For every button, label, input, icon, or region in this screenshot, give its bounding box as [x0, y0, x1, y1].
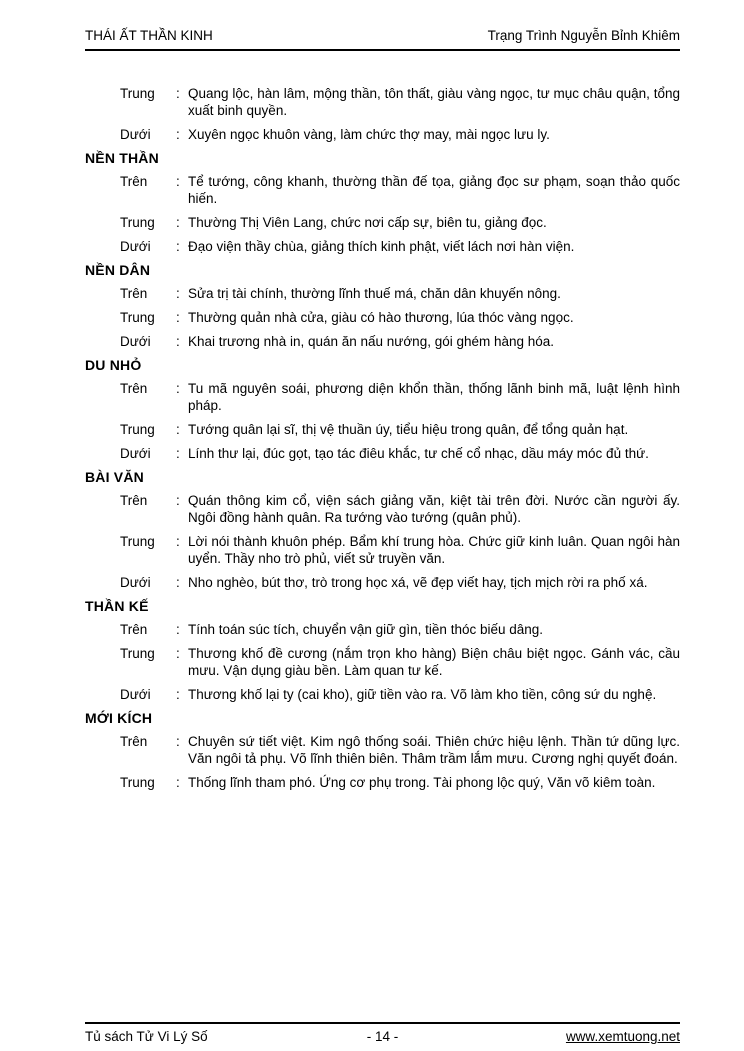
- page-footer: [85, 1022, 680, 1045]
- entry-label: Trung: [120, 646, 155, 661]
- entry-label: Dưới: [120, 334, 151, 349]
- entry-text: Thương khố lại ty (cai kho), giữ tiền vào ra. Võ làm kho tiền, công sứ du nghệ.: [188, 687, 657, 702]
- entry-colon: :: [176, 646, 180, 661]
- entry-row: [120, 574, 680, 591]
- entry-row: [120, 686, 680, 703]
- entry-row: [120, 533, 680, 567]
- entry-row: [120, 309, 680, 326]
- entry-text: Quang lộc, hàn lâm, mộng thần, tôn thất, giàu vàng ngọc, tư mục châu quận, tổng xuất binh quyền.: [188, 86, 680, 118]
- page-header: [85, 0, 680, 51]
- entry-text: Chuyên sứ tiết việt. Kim ngô thống soái. Thiên chức hiệu lệnh. Thần tứ dũng lực. Văn ngôi tả phụ. Võ lĩnh thiên biên. Thâm trầm lắm mưu. Cương nghị quyết đoán.: [188, 734, 680, 766]
- entry-row: [120, 126, 680, 143]
- entry-text: Lính thư lại, đúc gọt, tạo tác điêu khắc, tư chế cổ nhạc, dầu máy móc đủ thứ.: [188, 446, 649, 461]
- entry-colon: :: [176, 687, 180, 702]
- entry-text: Xuyên ngọc khuôn vàng, làm chức thợ may, mài ngọc lưu ly.: [188, 127, 550, 142]
- entry-row: [120, 214, 680, 231]
- entry-label: Trung: [120, 86, 155, 101]
- author-name: Trạng Trình Nguyễn Bỉnh Khiêm: [487, 28, 680, 43]
- entry-label: Trên: [120, 174, 148, 189]
- entry-text: Thống lĩnh tham phó. Ứng cơ phụ trong. Tài phong lộc quý, Văn võ kiêm toàn.: [188, 775, 656, 790]
- entry-colon: :: [176, 446, 180, 461]
- entry-text: Thương khố đề cương (nắm trọn kho hàng) Biện châu biệt ngọc. Gánh vác, cầu mưu. Vận dụng giàu bền. Làm quan tư kế.: [188, 646, 680, 678]
- entry-text: Thường quản nhà cửa, giàu có hào thương, lúa thóc vàng ngọc.: [188, 310, 574, 325]
- entry-label: Trên: [120, 381, 148, 396]
- entry-colon: :: [176, 310, 180, 325]
- entry-text: Thường Thị Viên Lang, chức nơi cấp sự, biên tu, giảng đọc.: [188, 215, 547, 230]
- entry-label: Dưới: [120, 687, 151, 702]
- entry-row: [120, 774, 680, 791]
- entry-label: Trung: [120, 310, 155, 325]
- entry-colon: :: [176, 622, 180, 637]
- entry-text: Nho nghèo, bút thơ, trò trong học xá, vẽ đẹp viết hay, tịch mịch rời ra phố xá.: [188, 575, 648, 590]
- entry-row: [120, 621, 680, 638]
- website-link[interactable]: www.xemtuong.net: [565, 1029, 680, 1044]
- entry-row: [120, 492, 680, 526]
- entry-row: [120, 645, 680, 679]
- entry-row: [120, 733, 680, 767]
- entry-text: Tu mã nguyên soái, phương diện khổn thần, thống lãnh binh mã, luật lệnh hình pháp.: [188, 381, 680, 413]
- entry-row: [120, 333, 680, 350]
- page-body: [0, 51, 744, 791]
- entry-text: Tính toán súc tích, chuyển vận giữ gìn, tiền thóc biếu dâng.: [188, 622, 544, 637]
- entry-colon: :: [176, 86, 180, 101]
- entry-colon: :: [176, 127, 180, 142]
- entry-label: Trung: [120, 422, 155, 437]
- section-heading: DU NHỎ: [85, 357, 142, 373]
- entry-text: Khai trương nhà in, quán ăn nấu nướng, gói ghém hàng hóa.: [188, 334, 555, 349]
- entry-colon: :: [176, 734, 180, 749]
- entry-text: Quán thông kim cổ, viện sách giảng văn, kiệt tài trên đời. Nước cần người ấy. Ngôi đồng hành quân. Ra tướng vào tướng (quân phủ).: [188, 493, 680, 525]
- entry-label: Dưới: [120, 239, 151, 254]
- entry-text: Tướng quân lại sĩ, thị vệ thuần úy, tiểu hiệu trong quân, để tổng quản hạt.: [188, 422, 629, 437]
- entry-label: Trung: [120, 534, 155, 549]
- entry-label: Trung: [120, 775, 155, 790]
- entry-text: Sửa trị tài chính, thường lĩnh thuế má, chăn dân khuyến nông.: [188, 286, 561, 301]
- entry-colon: :: [176, 215, 180, 230]
- entry-row: [120, 285, 680, 302]
- entry-colon: :: [176, 286, 180, 301]
- entry-label: Trên: [120, 286, 148, 301]
- entry-label: Dưới: [120, 446, 151, 461]
- section-heading: MỚI KÍCH: [85, 710, 153, 726]
- entry-colon: :: [176, 239, 180, 254]
- entry-text: Tể tướng, công khanh, thường thần đế tọa, giảng đọc sư phạm, soạn thảo quốc hiến.: [188, 174, 680, 206]
- entry-colon: :: [176, 381, 180, 396]
- entry-colon: :: [176, 534, 180, 549]
- section-heading: BÀI VĂN: [85, 469, 144, 485]
- page-number: - 14 -: [366, 1029, 399, 1044]
- entry-label: Dưới: [120, 127, 151, 142]
- entry-row: [120, 85, 680, 119]
- entry-text: Lời nói thành khuôn phép. Bẩm khí trung hòa. Chức giữ kinh luân. Quan ngôi hàn uyển. Thầy nho trò phủ, viết sử truyền văn.: [188, 534, 680, 566]
- entry-row: [120, 421, 680, 438]
- entry-colon: :: [176, 575, 180, 590]
- entry-colon: :: [176, 493, 180, 508]
- entry-label: Trên: [120, 622, 148, 637]
- entry-label: Trên: [120, 734, 148, 749]
- entry-row: [120, 238, 680, 255]
- entry-colon: :: [176, 775, 180, 790]
- entry-label: Dưới: [120, 575, 151, 590]
- footer-series-title: Tủ sách Tử Vi Lý Số: [85, 1029, 208, 1044]
- entry-row: [120, 380, 680, 414]
- entry-text: Đạo viện thầy chùa, giảng thích kinh phật, viết lách nơi hàn viện.: [188, 239, 575, 254]
- entry-label: Trung: [120, 215, 155, 230]
- section-heading: THẦN KẾ: [85, 598, 149, 614]
- book-title: THÁI ẤT THẦN KINH: [85, 28, 213, 43]
- entry-colon: :: [176, 174, 180, 189]
- section-heading: NỀN THẦN: [85, 150, 159, 166]
- entry-row: [120, 173, 680, 207]
- entry-colon: :: [176, 422, 180, 437]
- entry-colon: :: [176, 334, 180, 349]
- entry-label: Trên: [120, 493, 148, 508]
- entry-row: [120, 445, 680, 462]
- section-heading: NỀN DÂN: [85, 262, 151, 278]
